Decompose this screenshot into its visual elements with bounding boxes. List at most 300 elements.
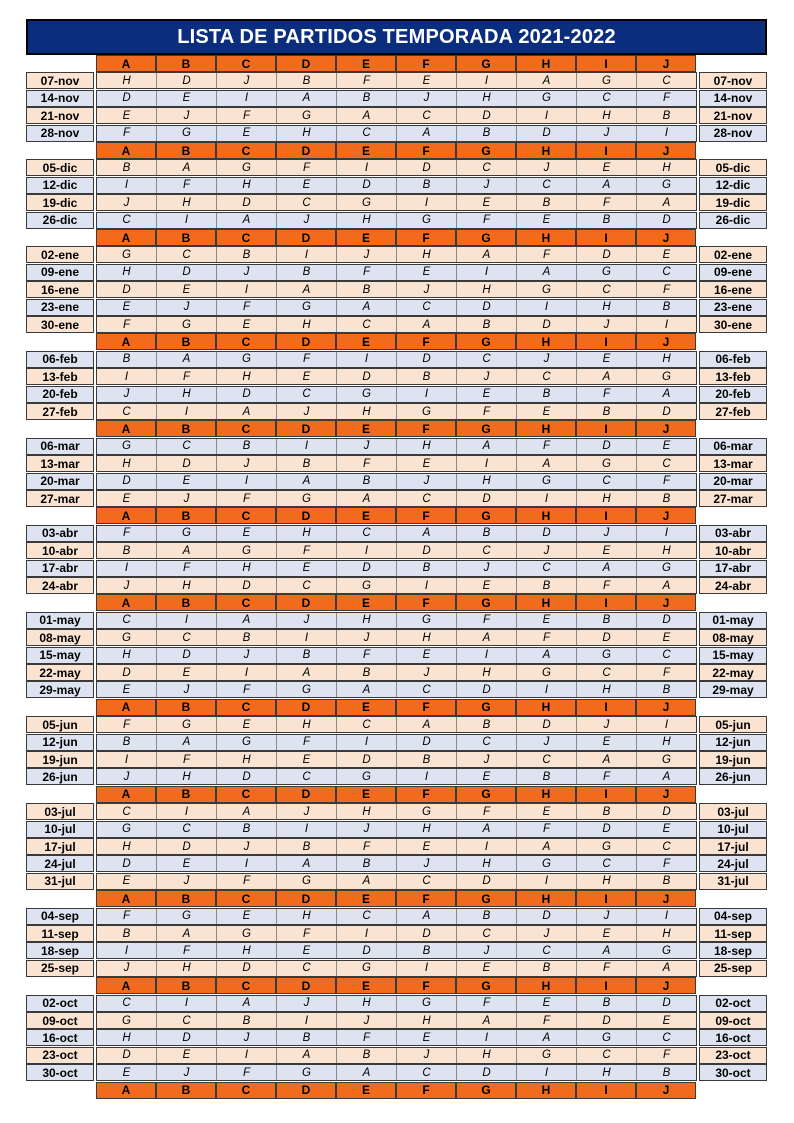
table-row: [26, 212, 767, 229]
match-cell: H: [157, 961, 217, 976]
row-date-right: 12-dic: [699, 177, 767, 194]
column-header-f: F: [396, 977, 456, 994]
column-header-row: [96, 1082, 697, 1099]
column-header-g: G: [456, 1082, 516, 1099]
match-cell: G: [397, 804, 457, 819]
match-cell: J: [157, 874, 217, 889]
column-header-e: E: [336, 1082, 396, 1099]
match-cell: B: [337, 474, 397, 489]
match-cell: E: [517, 213, 577, 228]
match-cell: E: [97, 108, 157, 123]
match-cell: B: [662, 875, 671, 888]
column-header-i: I: [576, 977, 636, 994]
match-cell: C: [517, 943, 577, 958]
column-header-e: E: [336, 420, 396, 437]
column-header-c: C: [216, 420, 276, 437]
match-cell: D: [157, 839, 217, 854]
match-cell: C: [97, 996, 157, 1011]
column-header-a: A: [96, 890, 156, 907]
match-cell: A: [517, 648, 577, 663]
match-cell: G: [337, 195, 397, 210]
row-date-left: 19-dic: [26, 194, 94, 211]
match-cell: I: [457, 1030, 517, 1045]
row-date-right: 05-dic: [699, 159, 767, 176]
match-cell: D: [577, 822, 637, 837]
match-cell: C: [662, 266, 671, 279]
match-cell: F: [662, 475, 671, 488]
column-header-a: A: [96, 55, 156, 72]
match-cell: C: [577, 665, 637, 680]
match-cell: H: [337, 613, 397, 628]
match-cell: J: [577, 126, 637, 141]
match-cell: J: [337, 630, 397, 645]
match-cell: E: [157, 474, 217, 489]
match-cell: C: [157, 1013, 217, 1028]
match-cell: J: [457, 561, 517, 576]
column-header-g: G: [456, 699, 516, 716]
column-header-c: C: [216, 333, 276, 350]
match-cell: I: [217, 91, 277, 106]
match-cell: B: [337, 665, 397, 680]
match-cell: G: [97, 1013, 157, 1028]
match-cell: C: [397, 1065, 457, 1080]
match-cell: I: [397, 961, 457, 976]
match-cell: C: [157, 439, 217, 454]
row-date-left: 03-abr: [26, 525, 94, 542]
row-date-right: 27-feb: [699, 403, 767, 420]
match-cell: G: [277, 108, 337, 123]
match-cell: A: [397, 909, 457, 924]
match-cell: J: [157, 491, 217, 506]
match-cells: [96, 107, 697, 124]
match-cells: [96, 1047, 697, 1064]
table-row: [26, 803, 767, 820]
match-cell: B: [337, 1048, 397, 1063]
match-cell: B: [277, 265, 337, 280]
row-date-right: 17-jul: [699, 838, 767, 855]
match-cell: E: [157, 91, 217, 106]
match-cell: E: [217, 717, 277, 732]
match-cell: D: [157, 265, 217, 280]
match-cell: B: [397, 752, 457, 767]
match-cell: G: [97, 822, 157, 837]
match-cell: D: [337, 369, 397, 384]
match-cell: I: [517, 300, 577, 315]
column-header-c: C: [216, 229, 276, 246]
match-cell: J: [277, 804, 337, 819]
match-cell: F: [577, 769, 637, 784]
match-cell: J: [337, 1013, 397, 1028]
match-cell: G: [97, 247, 157, 262]
match-cell: B: [577, 996, 637, 1011]
match-cell: J: [217, 648, 277, 663]
column-header-h: H: [516, 699, 576, 716]
row-date-left: 17-abr: [26, 560, 94, 577]
column-header-i: I: [576, 55, 636, 72]
match-cell: A: [157, 543, 217, 558]
match-cell: A: [277, 856, 337, 871]
row-date-left: 26-dic: [26, 212, 94, 229]
match-cells: [96, 1064, 697, 1081]
match-cell: E: [277, 561, 337, 576]
column-header-i: I: [576, 1082, 636, 1099]
column-header-b: B: [156, 1082, 216, 1099]
match-cell: E: [517, 613, 577, 628]
row-date-right: 20-feb: [699, 386, 767, 403]
column-header-i: I: [576, 142, 636, 159]
match-cell: J: [517, 160, 577, 175]
column-header-a: A: [96, 699, 156, 716]
match-cell: H: [457, 474, 517, 489]
column-header-g: G: [456, 142, 516, 159]
column-header-i: I: [576, 594, 636, 611]
column-header-i: I: [576, 699, 636, 716]
match-cell: E: [97, 491, 157, 506]
match-cell: J: [577, 909, 637, 924]
match-cell: F: [457, 213, 517, 228]
match-cell: J: [217, 73, 277, 88]
match-cell: C: [397, 108, 457, 123]
column-header-g: G: [456, 420, 516, 437]
match-cells: [96, 995, 697, 1012]
match-cell: J: [97, 195, 157, 210]
match-cell: C: [457, 160, 517, 175]
match-cell: H: [662, 736, 671, 749]
column-header-g: G: [456, 55, 516, 72]
match-cell: A: [517, 265, 577, 280]
match-cell: I: [664, 127, 669, 140]
match-cell: F: [97, 317, 157, 332]
match-cell: H: [577, 682, 637, 697]
column-header-f: F: [396, 55, 456, 72]
row-date-right: 17-abr: [699, 560, 767, 577]
match-cells: [96, 751, 697, 768]
match-cell: G: [277, 682, 337, 697]
column-header-g: G: [456, 977, 516, 994]
column-header-e: E: [336, 786, 396, 803]
row-date-left: 15-may: [26, 647, 94, 664]
match-cell: I: [664, 718, 669, 731]
table-row: [26, 838, 767, 855]
match-cell: D: [157, 1030, 217, 1045]
match-cell: G: [397, 996, 457, 1011]
match-cell: I: [397, 578, 457, 593]
match-cells: [96, 821, 697, 838]
match-cell: F: [277, 926, 337, 941]
match-cell: F: [517, 822, 577, 837]
row-date-right: 16-ene: [699, 281, 767, 298]
match-cell: H: [397, 822, 457, 837]
row-date-left: 28-nov: [26, 125, 94, 142]
match-cell: D: [97, 856, 157, 871]
table-row: [26, 72, 767, 89]
match-cell: H: [457, 665, 517, 680]
table-row: [26, 455, 767, 472]
row-date-right: 14-nov: [699, 90, 767, 107]
table-row: [26, 1047, 767, 1064]
match-cell: J: [517, 352, 577, 367]
match-cell: E: [457, 195, 517, 210]
row-date-right: 28-nov: [699, 125, 767, 142]
match-cell: E: [457, 961, 517, 976]
row-date-left: 01-may: [26, 612, 94, 629]
row-date-right: 24-jul: [699, 855, 767, 872]
row-date-right: 11-sep: [699, 925, 767, 942]
column-header-h: H: [516, 333, 576, 350]
row-date-right: 29-may: [699, 681, 767, 698]
match-cell: A: [577, 943, 637, 958]
column-header-b: B: [156, 890, 216, 907]
match-cell: D: [337, 752, 397, 767]
row-date-left: 24-jul: [26, 855, 94, 872]
match-cell: E: [397, 1030, 457, 1045]
match-cells: [96, 90, 697, 107]
match-cell: C: [157, 822, 217, 837]
match-cell: I: [97, 369, 157, 384]
match-cell: I: [397, 387, 457, 402]
table-row: [26, 577, 767, 594]
match-cell: J: [277, 613, 337, 628]
match-cell: G: [577, 265, 637, 280]
match-cell: G: [662, 562, 671, 575]
match-cell: I: [277, 247, 337, 262]
row-date-right: 01-may: [699, 612, 767, 629]
row-date-right: 19-jun: [699, 751, 767, 768]
match-cell: E: [457, 578, 517, 593]
table-row: [26, 612, 767, 629]
match-cell: I: [157, 213, 217, 228]
match-cell: E: [217, 317, 277, 332]
match-cell: H: [157, 387, 217, 402]
match-cell: A: [517, 839, 577, 854]
table-row: [26, 177, 767, 194]
match-cell: G: [337, 769, 397, 784]
match-cell: A: [662, 962, 671, 975]
match-cell: F: [97, 526, 157, 541]
match-cell: F: [577, 961, 637, 976]
match-cell: H: [337, 804, 397, 819]
column-header-row: [96, 142, 697, 159]
match-cell: D: [577, 247, 637, 262]
column-header-e: E: [336, 977, 396, 994]
column-header-h: H: [516, 142, 576, 159]
match-cell: I: [277, 630, 337, 645]
column-header-a: A: [96, 786, 156, 803]
match-cell: A: [217, 996, 277, 1011]
match-cell: C: [97, 213, 157, 228]
match-cell: H: [97, 265, 157, 280]
match-cells: [96, 72, 697, 89]
match-cell: J: [457, 178, 517, 193]
match-cell: J: [157, 1065, 217, 1080]
match-cell: F: [217, 682, 277, 697]
match-cell: F: [457, 804, 517, 819]
match-cells: [96, 316, 697, 333]
row-date-right: 31-jul: [699, 873, 767, 890]
match-cell: I: [517, 1065, 577, 1080]
match-cell: C: [577, 474, 637, 489]
match-cell: J: [517, 735, 577, 750]
match-cells: [96, 960, 697, 977]
column-header-e: E: [336, 890, 396, 907]
column-header-g: G: [456, 594, 516, 611]
column-header-d: D: [276, 977, 336, 994]
row-date-right: 10-jul: [699, 821, 767, 838]
match-cell: I: [457, 73, 517, 88]
match-cell: I: [97, 178, 157, 193]
column-header-row: [96, 333, 697, 350]
row-date-left: 30-ene: [26, 316, 94, 333]
match-cell: I: [157, 404, 217, 419]
match-cell: G: [277, 874, 337, 889]
match-cell: C: [457, 735, 517, 750]
column-header-j: J: [636, 55, 696, 72]
match-cell: C: [517, 178, 577, 193]
match-cell: F: [517, 630, 577, 645]
table-row: [26, 681, 767, 698]
match-cell: H: [577, 874, 637, 889]
match-cell: E: [397, 265, 457, 280]
column-header-i: I: [576, 333, 636, 350]
match-cell: H: [97, 1030, 157, 1045]
table-row: [26, 368, 767, 385]
match-cell: A: [662, 579, 671, 592]
match-cell: J: [457, 752, 517, 767]
match-cell: A: [577, 561, 637, 576]
match-cell: I: [157, 996, 217, 1011]
table-row: [26, 107, 767, 124]
row-date-left: 02-ene: [26, 246, 94, 263]
match-cells: [96, 681, 697, 698]
match-cell: B: [277, 648, 337, 663]
column-header-d: D: [276, 142, 336, 159]
match-cell: A: [577, 752, 637, 767]
match-cell: H: [217, 561, 277, 576]
match-cell: A: [517, 456, 577, 471]
column-header-c: C: [216, 699, 276, 716]
row-date-right: 24-abr: [699, 577, 767, 594]
table-row: [26, 525, 767, 542]
match-cell: B: [662, 109, 671, 122]
match-cell: E: [517, 996, 577, 1011]
match-cell: G: [157, 526, 217, 541]
match-cell: A: [662, 770, 671, 783]
match-cell: D: [97, 665, 157, 680]
match-cell: D: [157, 648, 217, 663]
row-date-left: 27-mar: [26, 490, 94, 507]
table-row: [26, 873, 767, 890]
match-cell: F: [277, 160, 337, 175]
match-cell: E: [577, 735, 637, 750]
match-cells: [96, 612, 697, 629]
match-cells: [96, 716, 697, 733]
match-cell: A: [577, 369, 637, 384]
match-cell: B: [517, 769, 577, 784]
row-date-left: 22-may: [26, 664, 94, 681]
column-header-g: G: [456, 229, 516, 246]
column-header-b: B: [156, 699, 216, 716]
column-header-i: I: [576, 786, 636, 803]
match-cell: G: [577, 456, 637, 471]
match-cell: I: [97, 561, 157, 576]
match-cell: E: [577, 160, 637, 175]
match-cell: F: [277, 543, 337, 558]
row-date-left: 12-dic: [26, 177, 94, 194]
match-cell: A: [397, 717, 457, 732]
match-cells: [96, 281, 697, 298]
column-header-f: F: [396, 1082, 456, 1099]
match-cell: B: [397, 178, 457, 193]
table-row: [26, 664, 767, 681]
match-cell: J: [157, 108, 217, 123]
match-cell: H: [662, 544, 671, 557]
match-cell: E: [97, 874, 157, 889]
match-cell: D: [397, 735, 457, 750]
column-header-d: D: [276, 507, 336, 524]
row-date-left: 31-jul: [26, 873, 94, 890]
match-cell: D: [457, 491, 517, 506]
column-header-h: H: [516, 507, 576, 524]
table-row: [26, 351, 767, 368]
row-date-right: 18-sep: [699, 942, 767, 959]
match-cell: C: [457, 352, 517, 367]
match-cell: D: [217, 578, 277, 593]
match-cell: H: [577, 1065, 637, 1080]
match-cell: F: [337, 1030, 397, 1045]
table-row: [26, 925, 767, 942]
column-header-row: [96, 699, 697, 716]
row-date-right: 02-oct: [699, 995, 767, 1012]
table-row: [26, 299, 767, 316]
match-cell: F: [662, 857, 671, 870]
match-cells: [96, 768, 697, 785]
match-cells: [96, 264, 697, 281]
match-cell: F: [662, 92, 671, 105]
match-cell: H: [97, 456, 157, 471]
match-cell: I: [217, 856, 277, 871]
match-cell: H: [662, 161, 671, 174]
match-cell: F: [157, 369, 217, 384]
match-cell: B: [277, 839, 337, 854]
match-cell: I: [457, 456, 517, 471]
column-header-row: [96, 229, 697, 246]
match-cell: I: [457, 839, 517, 854]
match-cell: H: [157, 195, 217, 210]
column-header-d: D: [276, 333, 336, 350]
row-date-left: 13-mar: [26, 455, 94, 472]
match-cell: C: [662, 649, 671, 662]
match-cell: G: [517, 282, 577, 297]
match-cell: G: [217, 352, 277, 367]
column-header-a: A: [96, 142, 156, 159]
column-header-j: J: [636, 1082, 696, 1099]
match-cell: D: [397, 926, 457, 941]
match-cell: E: [97, 1065, 157, 1080]
match-cell: A: [457, 822, 517, 837]
match-cell: A: [157, 735, 217, 750]
match-cell: A: [517, 1030, 577, 1045]
row-date-right: 20-mar: [699, 473, 767, 490]
table-row: [26, 734, 767, 751]
match-cells: [96, 855, 697, 872]
match-cell: E: [457, 387, 517, 402]
table-row: [26, 716, 767, 733]
table-row: [26, 960, 767, 977]
match-cell: I: [664, 527, 669, 540]
column-header-j: J: [636, 786, 696, 803]
match-cell: A: [662, 388, 671, 401]
page-title: LISTA DE PARTIDOS TEMPORADA 2021-2022: [26, 19, 767, 55]
